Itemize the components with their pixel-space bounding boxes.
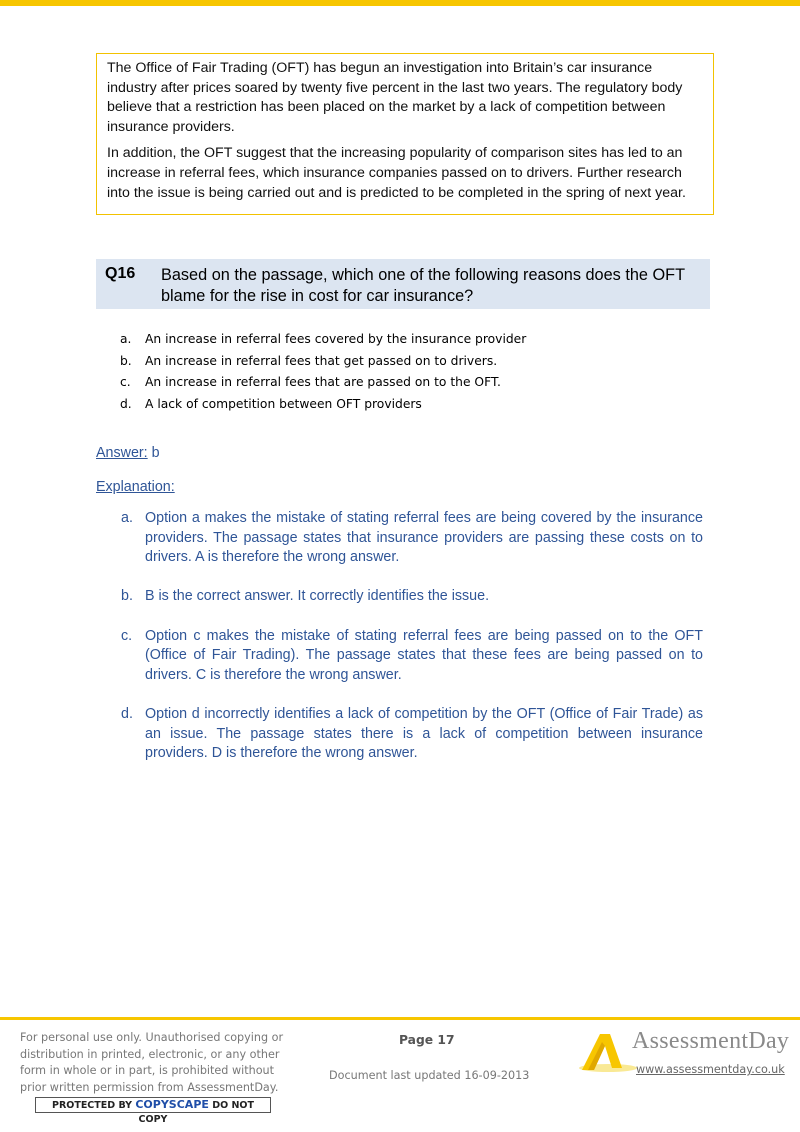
passage-paragraph-2: In addition, the OFT suggest that the increasing popularity of comparison sites has led to an increase in referral fees, which insurance companies passed on to drivers. Further research into the issue is being carried out and is predicted to be completed in the spring of next year.: [107, 145, 686, 201]
brand-name: AssessmentDay: [632, 1028, 790, 1054]
explanation-letter: c.: [121, 627, 133, 644]
option-text: An increase in referral fees that are passed on to the OFT.: [145, 375, 501, 389]
explanation-item-a: [121, 509, 703, 568]
option-d: [120, 394, 526, 416]
footer-divider: [0, 1017, 800, 1020]
copyscape-badge[interactable]: [35, 1097, 271, 1125]
passage-box: [96, 53, 714, 215]
explanation-text: Option a makes the mistake of stating referral fees are being covered by the insurance providers. The passage states that insurance providers are passing these costs on to drivers. A is therefore the wrong answer.: [145, 510, 703, 566]
option-letter: d.: [120, 396, 132, 411]
explanation-item-d: [121, 705, 703, 764]
copyscape-brand: COPYSCAPE: [135, 1098, 209, 1111]
top-accent-bar: [0, 0, 800, 6]
option-a: [120, 329, 526, 351]
option-b: [120, 351, 526, 373]
answer-options: [120, 329, 526, 415]
explanation-text: Option c makes the mistake of stating referral fees are being passed on to the OFT (Office of Fair Trading). The passage states that these fees are being passed on to drivers. C is therefore the wrong answer.: [145, 627, 703, 683]
option-text: An increase in referral fees that get passed on to drivers.: [145, 353, 498, 368]
explanation-letter: a.: [121, 510, 133, 526]
brand-url-link[interactable]: www.assessmentday.co.uk: [636, 1063, 785, 1076]
passage-paragraph-1: The Office of Fair Trading (OFT) has begun an investigation into Britain’s car insurance industry after prices soared by twenty five percent in the last two years. The regulatory body believe that a restriction has been placed on the market by a lack of competition between insurance providers.: [107, 60, 683, 135]
assessmentday-logo-icon: [578, 1030, 640, 1074]
option-text: A lack of competition between OFT providers: [145, 396, 422, 411]
answer-line: [96, 445, 160, 461]
explanation-text: Option d incorrectly identifies a lack of competition by the OFT (Office of Fair Trade) as an issue. The passage states there is a lack of competition between insurance providers. D is therefore the wrong answer.: [145, 705, 703, 762]
option-letter: c.: [120, 375, 131, 389]
explanation-title: Explanation:: [96, 479, 175, 495]
explanation-letter: b.: [121, 588, 133, 605]
option-letter: b.: [120, 353, 132, 368]
usage-notice: For personal use only. Unauthorised copying or distribution in printed, electronic, or any other form in whole or in part, is prohibited without prior written permission from AssessmentDay.: [20, 1031, 284, 1094]
last-updated: Document last updated 16-09-2013: [329, 1069, 530, 1082]
answer-value: b: [147, 445, 160, 461]
option-letter: a.: [120, 332, 132, 346]
option-text: An increase in referral fees covered by the insurance provider: [145, 332, 527, 346]
question-number: Q16: [105, 265, 136, 282]
copyscape-prefix: PROTECTED BY: [51, 1100, 136, 1111]
question-box: [96, 259, 710, 309]
copyscape-suffix: DO NOT COPY: [138, 1100, 254, 1125]
answer-label: Answer:: [96, 445, 148, 461]
page-number: Page 17: [399, 1033, 455, 1047]
explanation-item-c: [121, 627, 703, 686]
explanation-item-b: [121, 587, 703, 607]
explanation-letter: d.: [121, 705, 133, 722]
explanation-text: B is the correct answer. It correctly identifies the issue.: [145, 588, 490, 605]
question-text: Based on the passage, which one of the following reasons does the OFT blame for the rise in cost for car insurance?: [161, 266, 685, 305]
explanation-list: [121, 509, 703, 783]
option-c: [120, 372, 526, 394]
